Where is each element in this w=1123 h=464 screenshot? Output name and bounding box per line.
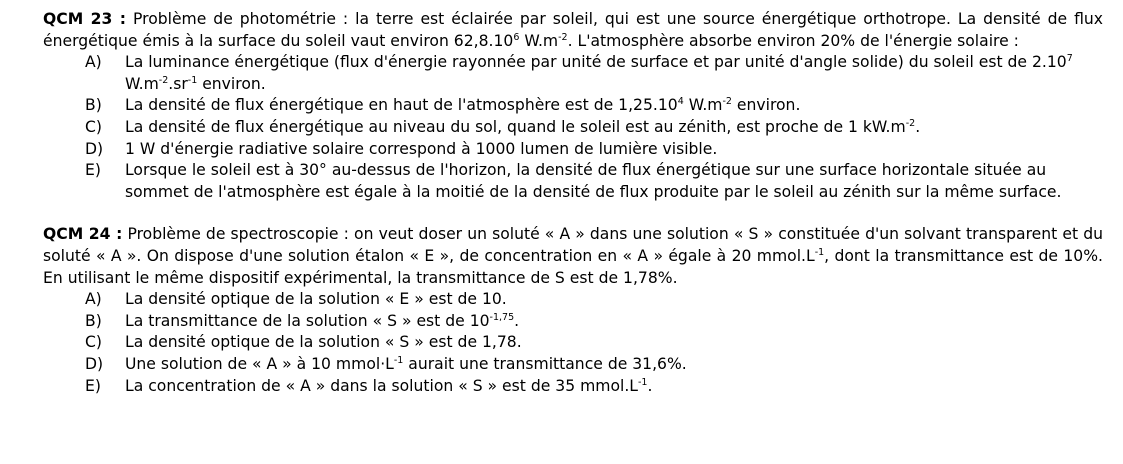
option-text — [125, 117, 1103, 139]
option-letter: A) — [85, 290, 102, 309]
qcm-24-option-a — [43, 289, 1103, 311]
option-text-part: La concentration de « A » dans la solution « S » est de 35 mmol.L — [125, 376, 638, 395]
option-text-part: W.m — [683, 96, 723, 115]
option-text-part: Une solution de « A » à 10 mmol·L — [125, 354, 394, 373]
qcm-24-option-c — [43, 332, 1103, 354]
option-text-part: aurait une transmittance de 31,6%. — [403, 354, 687, 373]
qcm-24-options — [43, 289, 1103, 397]
option-exponent: 7 — [1066, 53, 1073, 65]
qcm-23-option-b — [43, 95, 1103, 117]
option-text-part: . — [514, 311, 520, 330]
qcm-23-options — [43, 52, 1103, 203]
option-exponent: 4 — [677, 96, 684, 108]
option-text-part: .sr — [168, 74, 188, 93]
option-letter: D) — [85, 354, 104, 373]
option-exponent: -1 — [187, 74, 198, 86]
qcm-24-stem-text-2: , dont la transmittance est de 10%. En utilisant le même dispositif expérimental, la transmittance de S est de 1,78%. — [43, 246, 1103, 287]
qcm-24-stem-text-1: Problème de spectroscopie : on veut doser un soluté « A » dans une solution « S » constituée d'un solvant transparent et du soluté « A ». On dispose d'une solution étalon « E », de concentration en « A » égale à 20 mmol.L — [43, 225, 1103, 265]
qcm-24-stem-exponent-1: -1 — [814, 246, 825, 258]
option-text: La densité optique de la solution « S » est de 1,78. — [125, 333, 522, 352]
option-letter: B) — [85, 96, 102, 115]
qcm-23-label: QCM 23 : — [43, 10, 127, 28]
option-exponent: -1,75 — [489, 311, 515, 323]
qcm-24-option-b — [43, 311, 1103, 333]
qcm-23-option-d — [43, 139, 1103, 161]
option-exponent: -2 — [722, 96, 732, 108]
option-letter: C) — [85, 333, 102, 352]
option-letter: E) — [85, 376, 101, 395]
option-text-part: La densité de flux énergétique en haut de l'atmosphère est de 1,25.10 — [125, 96, 678, 115]
option-text — [125, 52, 1103, 95]
option-text-part: . — [647, 376, 653, 395]
option-text — [125, 95, 1103, 117]
option-text-part: environ. — [731, 96, 801, 115]
qcm-24-option-e — [43, 376, 1103, 398]
qcm-23-option-a — [43, 52, 1103, 95]
option-letter: B) — [85, 311, 102, 330]
option-letter: C) — [85, 117, 102, 136]
qcm-24-stem — [43, 224, 1103, 289]
qcm-23-stem-text-2: W.m — [519, 31, 559, 50]
option-exponent: -1 — [393, 354, 404, 366]
option-text-part: La densité de flux énergétique au niveau du sol, quand le soleil est au zénith, est proche de 1 kW.m — [125, 117, 906, 136]
option-exponent: -1 — [637, 376, 648, 388]
option-text-part: . — [915, 117, 921, 136]
qcm-24-option-d — [43, 354, 1103, 376]
option-text — [125, 311, 1103, 333]
qcm-23 — [43, 9, 1103, 203]
option-letter: E) — [85, 161, 101, 180]
option-text-part: La luminance énergétique (flux d'énergie rayonnée par unité de surface et par unité d'angle solide) du soleil est de 2.10 — [125, 53, 1067, 72]
option-text-part: W.m — [125, 74, 159, 93]
option-text-part: environ. — [197, 74, 266, 93]
qcm-23-option-c — [43, 117, 1103, 139]
qcm-23-stem — [43, 9, 1103, 52]
qcm-23-option-e — [43, 160, 1103, 203]
option-text — [125, 376, 1103, 398]
qcm-23-stem-text-1: Problème de photométrie : la terre est éclairée par soleil, qui est une source énergétique orthotrope. La densité de flux énergétique émis à la surface du soleil vaut environ 62,8.10 — [43, 10, 1104, 50]
option-letter: D) — [85, 139, 104, 158]
option-text-part: La transmittance de la solution « S » est de 10 — [125, 311, 490, 330]
option-exponent: -2 — [158, 74, 169, 86]
option-letter: A) — [85, 53, 102, 72]
qcm-24-label: QCM 24 : — [43, 225, 123, 244]
option-text — [125, 354, 1103, 376]
option-exponent: -2 — [905, 117, 916, 129]
qcm-23-stem-exponent-1: 6 — [513, 31, 520, 43]
option-text: 1 W d'énergie radiative solaire correspond à 1000 lumen de lumière visible. — [125, 139, 718, 158]
qcm-23-stem-text-3: . L'atmosphère absorbe environ 20% de l'énergie solaire : — [567, 31, 1019, 50]
qcm-24 — [43, 224, 1103, 397]
option-text: Lorsque le soleil est à 30° au-dessus de l'horizon, la densité de flux énergétique sur une surface horizontale située au sommet de l'atmosphère est égale à la moitié de la densité de flux produite par le soleil au zénith sur la même surface. — [125, 161, 1062, 201]
qcm-23-stem-exponent-2: -2 — [558, 31, 568, 43]
option-text: La densité optique de la solution « E » est de 10. — [125, 290, 507, 309]
